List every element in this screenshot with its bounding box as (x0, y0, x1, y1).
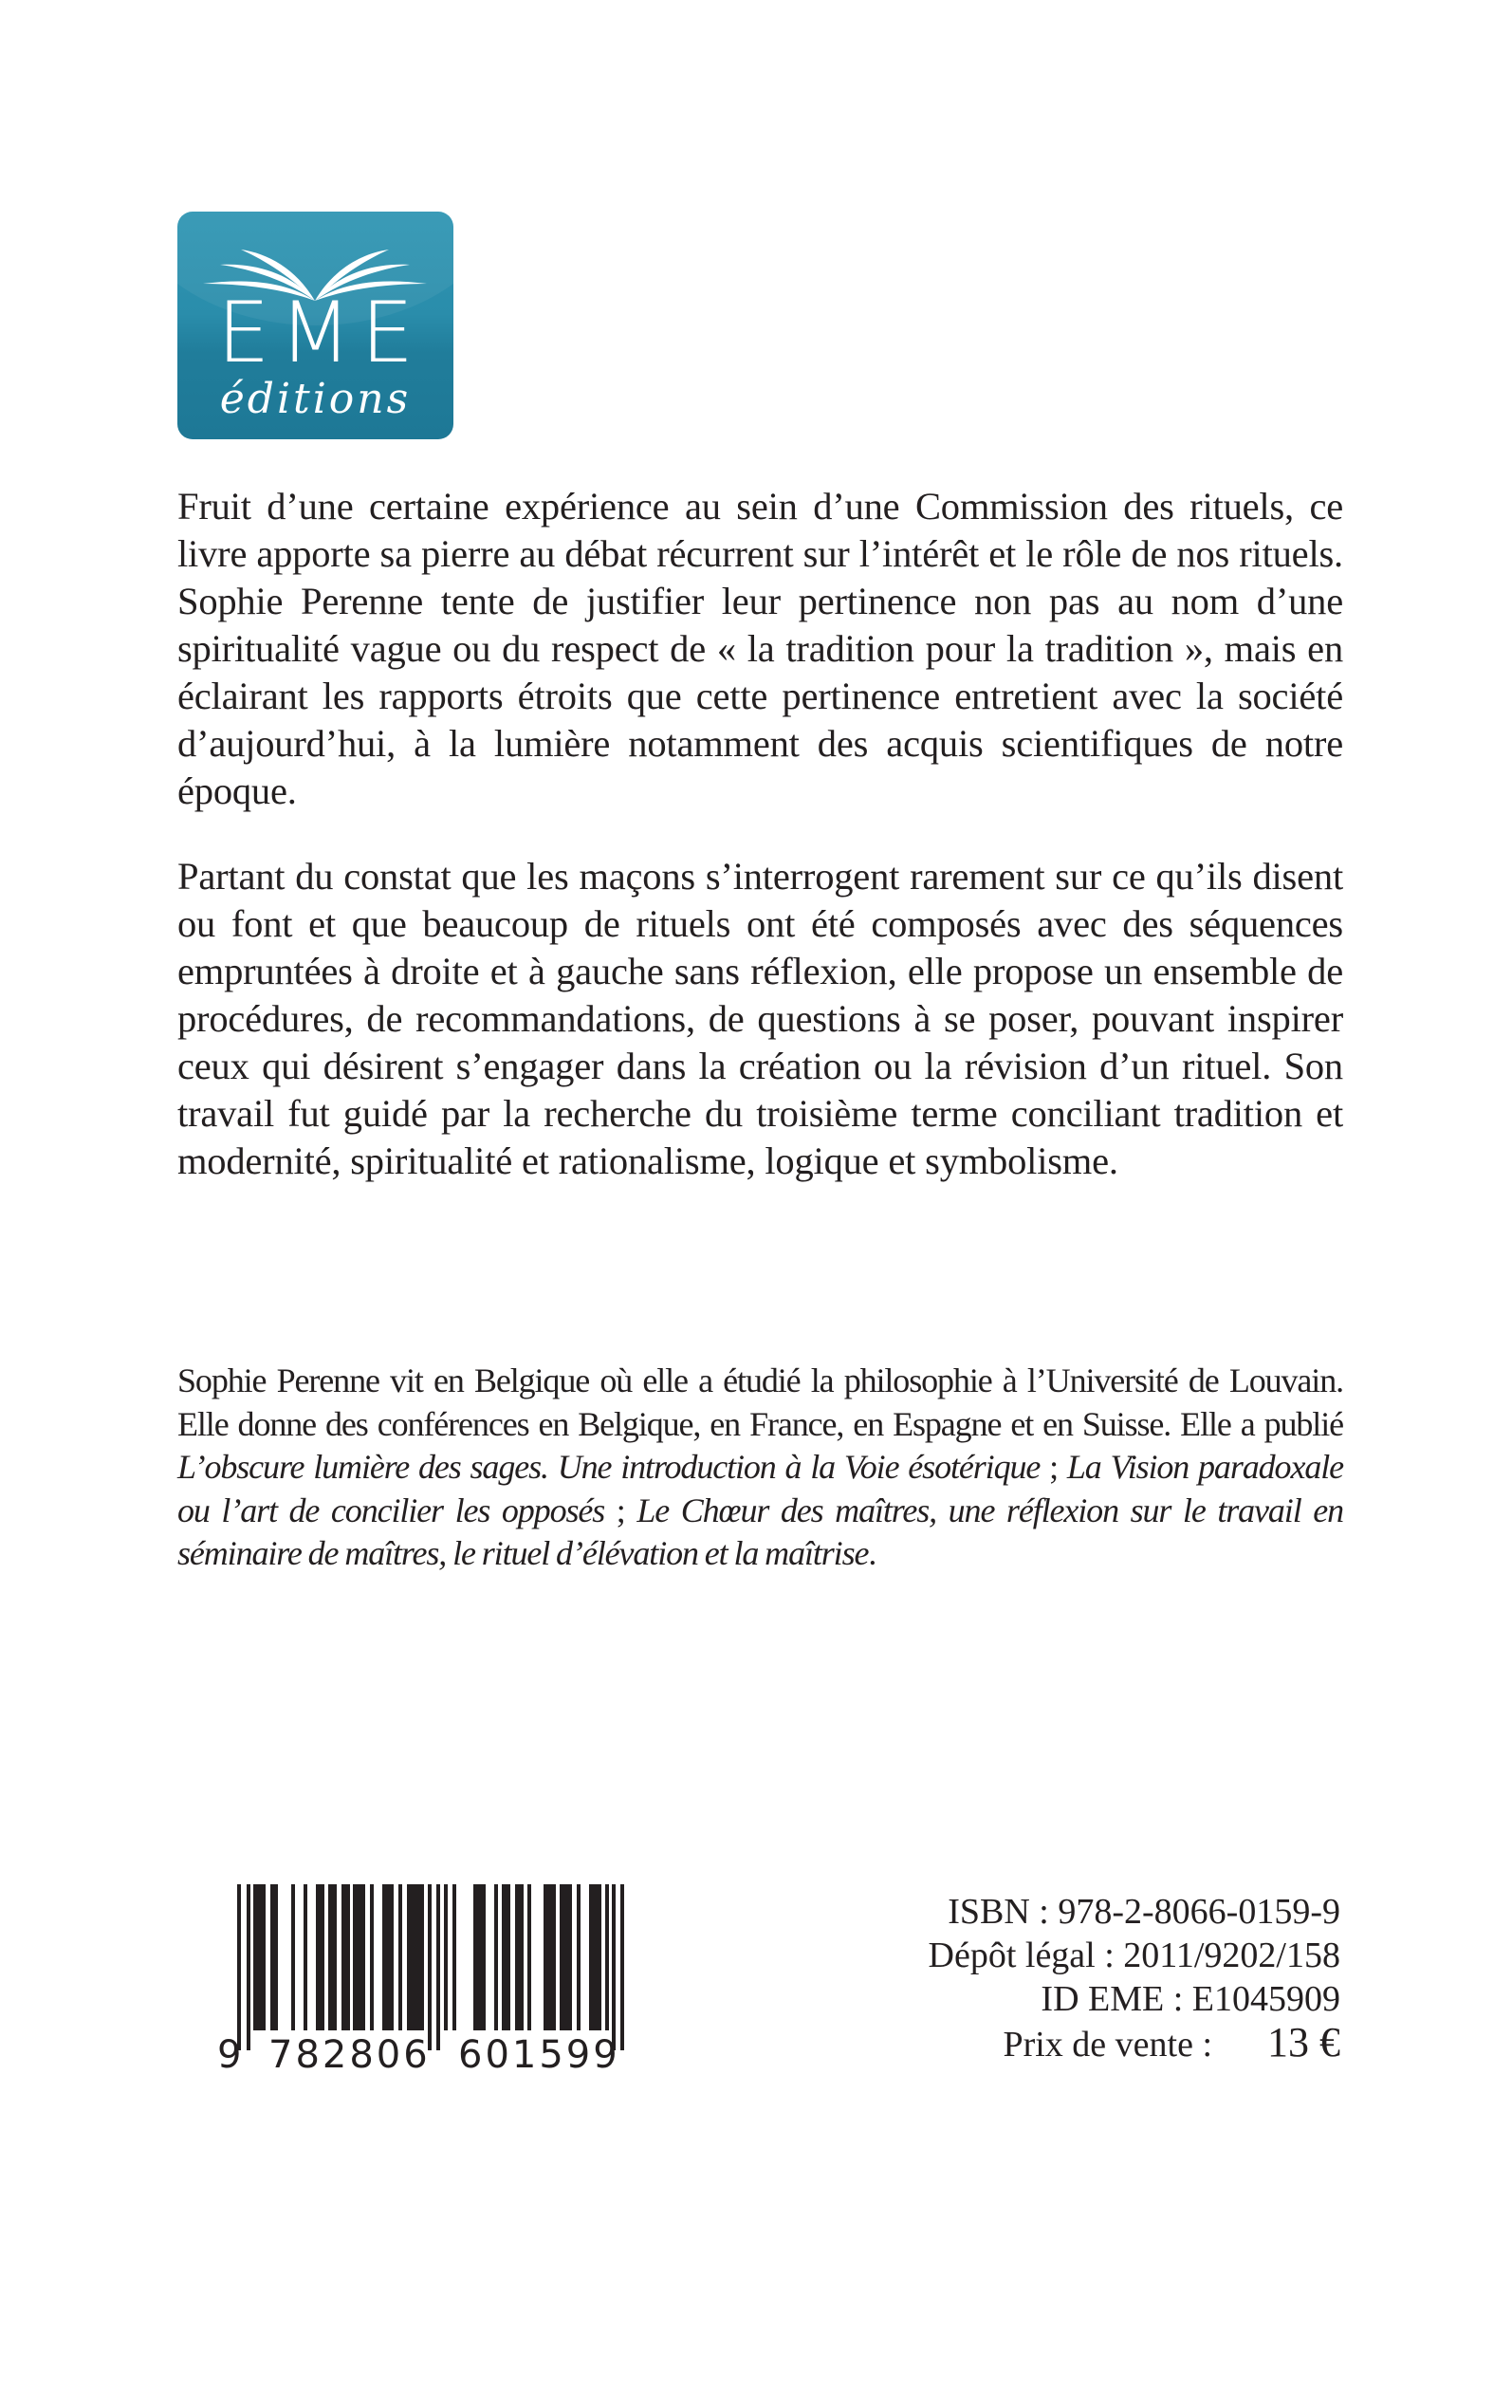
blurb-paragraph-1: Fruit d’une certaine expérience au sein d’une Commission des rituels, ce livre apporte sa pierre au débat récurrent sur l’intérêt et le rôle de nos rituels. Sophie Perenne tente de justifier leur pertinence non pas au nom d’une spiritualité vague ou du respect de « la tradition pour la tradition », mais en éclairant les rapports étroits que cette pertinence entretient avec la société d’aujourd’hui, à la lumière notamment des acquis scientifiques de notre époque. (177, 485, 1343, 812)
price-label: Prix de vente : (1003, 2025, 1212, 2065)
publisher-logo (177, 212, 453, 439)
logo-wordmark: EME (216, 284, 424, 381)
bio-intro: Sophie Perenne vit en Belgique où elle a étudié la philosophie à l’Université de Louvain. Elle donne des conférences en Belgique, en France, en Espagne et en Suisse. Elle a publié (177, 1361, 1343, 1443)
id-eme-line: ID EME : E1045909 (1041, 1979, 1340, 2019)
barcode-bars (204, 1884, 650, 2055)
publication-info (929, 1890, 1340, 2066)
isbn-line: ISBN : 978-2-8066-0159-9 (948, 1892, 1340, 1932)
barcode-digits-right: 601599 (458, 2033, 620, 2077)
price-value: 13 € (1267, 2019, 1340, 2065)
blurb-paragraph-2: Partant du constat que les maçons s’interrogent rarement sur ce qu’ils disent ou font et que beaucoup de rituels ont été composés avec des séquences empruntées à droite et à gauche sans réflexion, elle propose un ensemble de procédures, de recommandations, de questions à se poser, pouvant inspirer ceux qui désirent s’engager dans la création ou la révision d’un rituel. Son travail fut guidé par la recherche du troisième terme conciliant tradition et modernité, spiritualité et rationalisme, logique et symbolisme. (177, 855, 1343, 1182)
book-title-3: Le Chœur des maîtres, une réflexion sur le travail en séminaire de maîtres, le rituel d’élévation et la maîtrise (177, 1491, 1343, 1573)
barcode-digits-left: 782806 (268, 2033, 431, 2077)
isbn-barcode (204, 1884, 650, 2084)
logo-subtitle: éditions (219, 375, 412, 423)
bio-end: . (868, 1534, 876, 1573)
barcode-digit-first: 9 (217, 2033, 245, 2077)
depot-legal-line: Dépôt légal : 2011/9202/158 (928, 1936, 1340, 1975)
book-title-1: L’obscure lumière des sages. Une introduction à la Voie ésotérique (177, 1448, 1041, 1487)
bio-separator: ; (604, 1491, 637, 1529)
bio-separator: ; (1040, 1448, 1067, 1487)
book-title-2: La Vision paradoxale ou l’art de concilier les opposés (177, 1448, 1344, 1529)
author-bio (177, 1360, 1343, 1576)
price-line (929, 2021, 1340, 2066)
